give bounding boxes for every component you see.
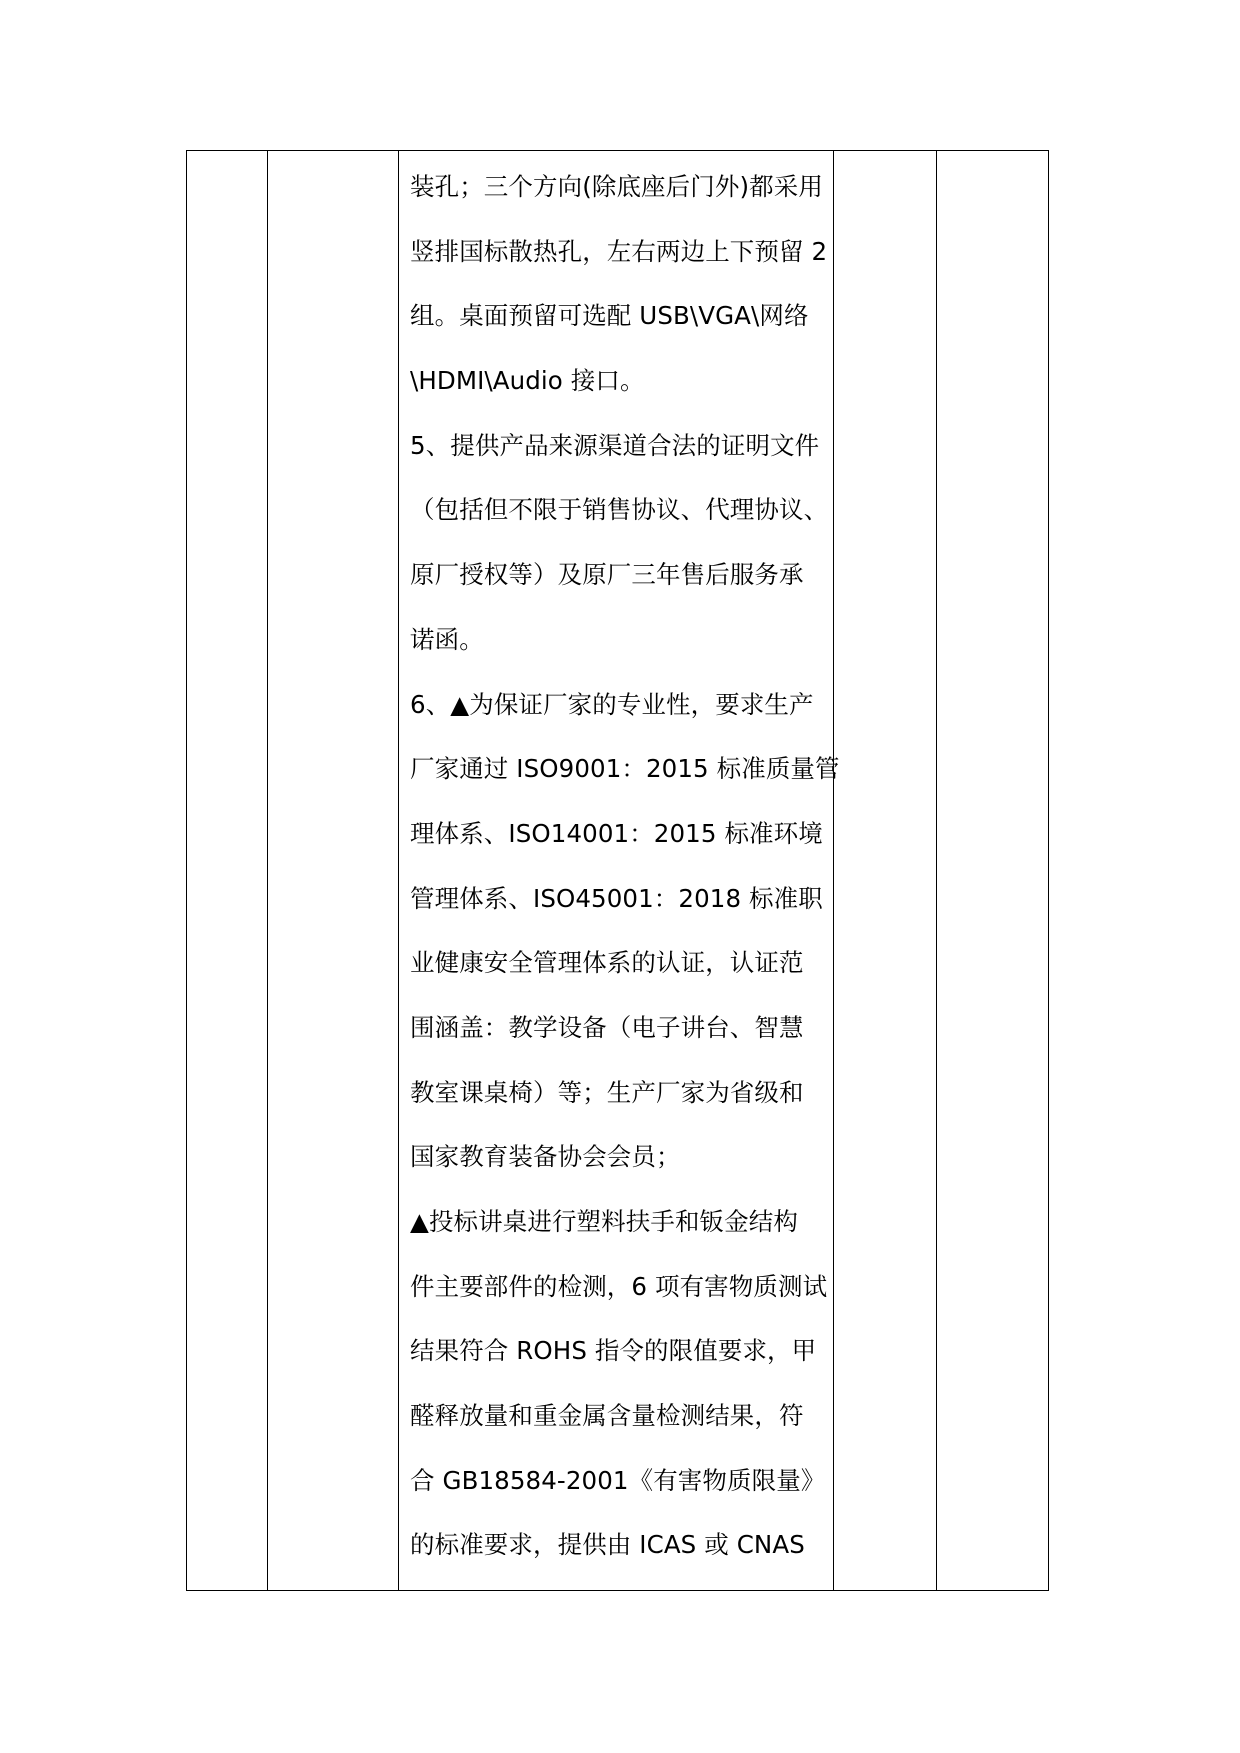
- table-cell-col-4: [834, 151, 937, 1591]
- requirement-line: 原厂授权等）及原厂三年售后服务承: [410, 560, 804, 590]
- table-cell-col-1: [187, 151, 268, 1591]
- requirement-line: ▲投标讲桌进行塑料扶手和钣金结构: [410, 1207, 798, 1236]
- requirement-line: 诺函。: [410, 624, 484, 654]
- table-row: [187, 151, 1049, 1591]
- requirement-line: 管理体系、ISO45001：2018 标准职: [410, 883, 823, 913]
- requirement-line: 教室课桌椅）等；生产厂家为省级和: [410, 1077, 804, 1107]
- requirement-line: 合 GB18584-2001《有害物质限量》: [410, 1465, 826, 1495]
- table-cell-col-5: [937, 151, 1049, 1591]
- requirement-line: 国家教育装备协会会员；: [410, 1142, 681, 1172]
- requirement-line: 竖排国标散热孔，左右两边上下预留 2: [410, 236, 828, 266]
- specification-table: [186, 150, 1049, 1591]
- table-cell-col-2: [268, 151, 399, 1591]
- requirement-line: 的标准要求，提供由 ICAS 或 CNAS: [410, 1530, 805, 1560]
- requirement-line: 装孔；三个方向(除底座后门外)都采用: [410, 172, 823, 201]
- requirement-line: \HDMI\Audio 接口。: [410, 366, 645, 396]
- requirement-line: （包括但不限于销售协议、代理协议、: [410, 495, 829, 525]
- requirement-line: 6、▲为保证厂家的专业性，要求生产: [410, 689, 814, 719]
- requirement-line: 件主要部件的检测，6 项有害物质测试: [410, 1271, 828, 1301]
- requirement-line: 围涵盖：教学设备（电子讲台、智慧: [410, 1012, 804, 1042]
- requirement-line: 理体系、ISO14001：2015 标准环境: [410, 818, 823, 848]
- requirement-line: 厂家通过 ISO9001：2015 标准质量管: [410, 754, 840, 784]
- requirement-line: 业健康安全管理体系的认证，认证范: [410, 948, 804, 978]
- requirement-line: 结果符合 ROHS 指令的限值要求，甲: [410, 1336, 817, 1366]
- requirement-line: 5、提供产品来源渠道合法的证明文件: [410, 430, 820, 460]
- table-cell-requirements: [399, 151, 840, 1591]
- requirements-text: [399, 151, 840, 1590]
- requirement-line: 醛释放量和重金属含量检测结果，符: [410, 1401, 804, 1431]
- requirement-line: 组。桌面预留可选配 USB\VGA\网络: [410, 301, 809, 331]
